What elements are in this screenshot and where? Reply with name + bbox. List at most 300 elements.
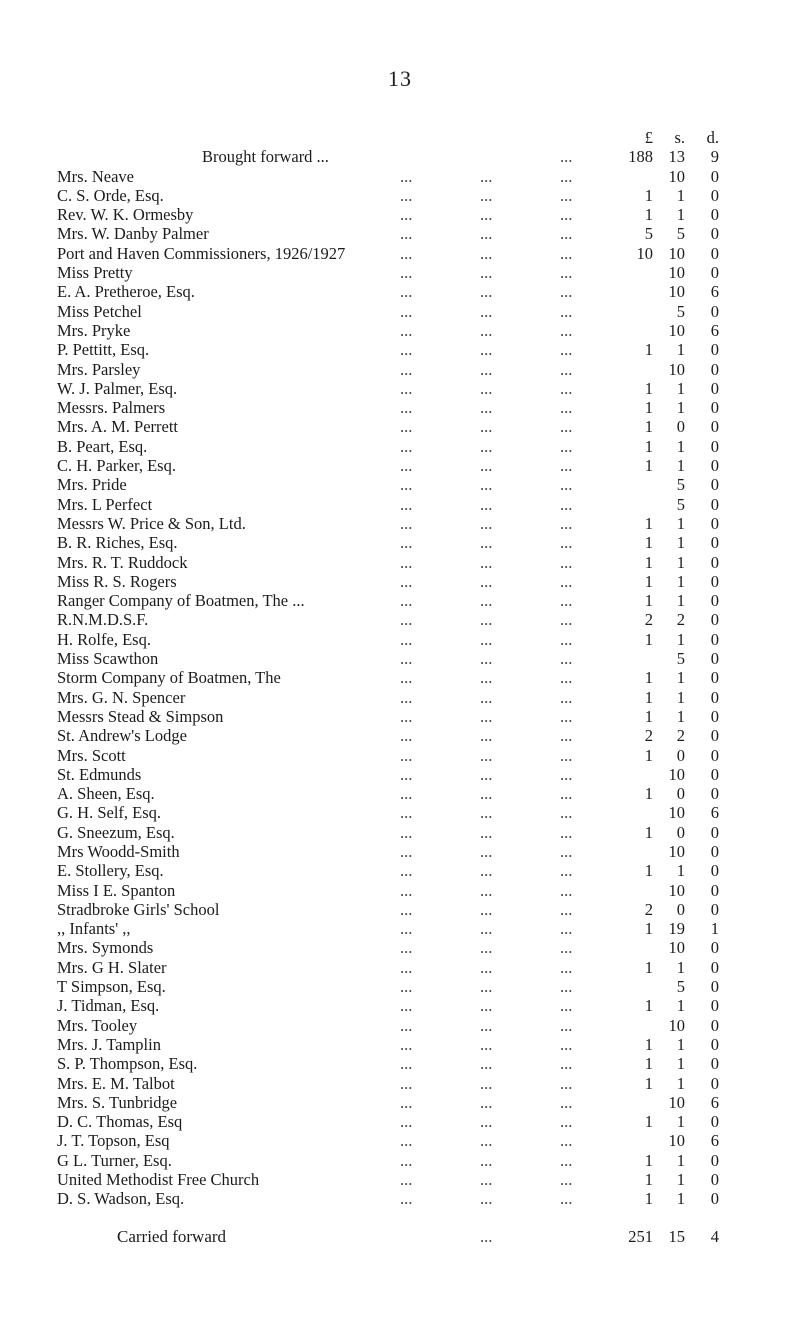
pounds-value: 2 — [644, 899, 653, 919]
leader-dots: ... — [560, 919, 573, 939]
pounds-value: 1 — [644, 378, 653, 398]
pence-value: 0 — [710, 513, 719, 533]
leader-dots: ... — [400, 513, 413, 533]
donor-name: D. S. Wadson, Esq. — [57, 1189, 185, 1209]
shillings-value: 0 — [676, 417, 685, 437]
shillings-value: 10 — [668, 166, 685, 186]
pounds-value: 1 — [644, 436, 653, 456]
leader-dots: ... — [480, 359, 493, 379]
leader-dots: ... — [480, 1034, 493, 1054]
donor-name: Miss Scawthon — [57, 649, 159, 669]
leader-dots: ... — [480, 1112, 493, 1132]
leader-dots: ... — [560, 263, 573, 283]
pounds-value: 1 — [644, 417, 653, 437]
leader-dots: ... — [560, 147, 573, 167]
pounds-value: 1 — [644, 629, 653, 649]
pence-value: 0 — [710, 784, 719, 804]
ledger-row — [57, 977, 747, 996]
leader-dots: ... — [560, 436, 573, 456]
leader-dots: ... — [400, 533, 413, 553]
leader-dots: ... — [480, 301, 493, 321]
shillings-value: 1 — [676, 1112, 685, 1132]
pence-value: 0 — [710, 1150, 719, 1170]
leader-dots: ... — [480, 533, 493, 553]
pence-value: 0 — [710, 243, 719, 263]
pence-value: 0 — [710, 205, 719, 225]
pence-value: 0 — [710, 629, 719, 649]
leader-dots: ... — [400, 649, 413, 669]
shillings-value: 1 — [676, 340, 685, 360]
pence-value: 0 — [710, 301, 719, 321]
pence-value: 6 — [710, 1092, 719, 1112]
leader-dots: ... — [400, 899, 413, 919]
pence-value: 0 — [710, 263, 719, 283]
leader-dots: ... — [480, 224, 493, 244]
pence-value: 6 — [710, 282, 719, 302]
leader-dots: ... — [560, 1150, 573, 1170]
shillings-value: 10 — [668, 880, 685, 900]
leader-dots: ... — [560, 591, 573, 611]
pence-value: 0 — [710, 957, 719, 977]
donor-name: Miss I E. Spanton — [57, 880, 176, 900]
donor-name: Messrs W. Price & Son, Ltd. — [57, 513, 246, 533]
leader-dots: ... — [560, 977, 573, 997]
leader-dots: ... — [560, 899, 573, 919]
donor-name: G. Sneezum, Esq. — [57, 822, 175, 842]
leader-dots: ... — [400, 1092, 413, 1112]
leader-dots: ... — [480, 340, 493, 360]
pence-value: 0 — [710, 687, 719, 707]
ledger-row — [57, 1035, 747, 1054]
leader-dots: ... — [400, 1034, 413, 1054]
pence-value: 0 — [710, 668, 719, 688]
donor-name: Mrs. Pride — [57, 475, 127, 495]
pence-value: 0 — [710, 359, 719, 379]
leader-dots: ... — [560, 185, 573, 205]
leader-dots: ... — [400, 263, 413, 283]
pence-value: 0 — [710, 224, 719, 244]
ledger-row — [57, 302, 747, 321]
shillings-value: 10 — [668, 1131, 685, 1151]
shillings-value: 10 — [668, 263, 685, 283]
shillings-value: 1 — [676, 185, 685, 205]
shillings-value: 5 — [676, 649, 685, 669]
donor-name: Mrs. R. T. Ruddock — [57, 552, 188, 572]
leader-dots: ... — [560, 841, 573, 861]
shillings-value: 5 — [676, 301, 685, 321]
leader-dots: ... — [400, 205, 413, 225]
donor-name: Miss Petchel — [57, 301, 142, 321]
leader-dots: ... — [560, 1034, 573, 1054]
leader-dots: ... — [400, 880, 413, 900]
leader-dots: ... — [560, 475, 573, 495]
pounds-value: 2 — [644, 726, 653, 746]
pounds-value: 1 — [644, 340, 653, 360]
donor-name: Miss R. S. Rogers — [57, 571, 177, 591]
ledger-row — [57, 958, 747, 977]
leader-dots: ... — [480, 764, 493, 784]
donor-name: D. C. Thomas, Esq — [57, 1112, 183, 1132]
leader-dots: ... — [560, 340, 573, 360]
shillings-value: 1 — [676, 668, 685, 688]
leader-dots: ... — [400, 977, 413, 997]
pence-value: 0 — [710, 340, 719, 360]
pence-value: 9 — [710, 147, 719, 167]
ledger-row — [57, 803, 747, 822]
leader-dots: ... — [560, 880, 573, 900]
leader-dots: ... — [400, 591, 413, 611]
donor-name: United Methodist Free Church — [57, 1170, 260, 1190]
pence-value: 4 — [710, 1226, 719, 1246]
pounds-value: 1 — [644, 919, 653, 939]
shillings-value: 1 — [676, 456, 685, 476]
pounds-value: 5 — [644, 224, 653, 244]
leader-dots: ... — [480, 513, 493, 533]
leader-dots: ... — [480, 552, 493, 572]
leader-dots: ... — [400, 475, 413, 495]
pence-value: 0 — [710, 1054, 719, 1074]
leader-dots: ... — [480, 417, 493, 437]
shillings-value: 1 — [676, 1054, 685, 1074]
pence-value: 0 — [710, 1073, 719, 1093]
shillings-value: 2 — [676, 610, 685, 630]
leader-dots: ... — [400, 282, 413, 302]
leader-dots: ... — [560, 803, 573, 823]
shillings-value: 10 — [668, 320, 685, 340]
donor-name: Mrs. A. M. Perrett — [57, 417, 178, 437]
subscription-ledger — [57, 128, 747, 1246]
shillings-value: 1 — [676, 398, 685, 418]
leader-dots: ... — [480, 977, 493, 997]
carried-forward-row — [57, 1227, 747, 1246]
shillings-value: 1 — [676, 1189, 685, 1209]
leader-dots: ... — [480, 1092, 493, 1112]
leader-dots: ... — [400, 1054, 413, 1074]
shillings-value: 10 — [668, 803, 685, 823]
leader-dots: ... — [480, 320, 493, 340]
pence-value: 0 — [710, 475, 719, 495]
leader-dots: ... — [480, 610, 493, 630]
ledger-row — [57, 437, 747, 456]
leader-dots: ... — [480, 243, 493, 263]
pence-value: 0 — [710, 764, 719, 784]
leader-dots: ... — [400, 1189, 413, 1209]
leader-dots: ... — [480, 880, 493, 900]
donor-name: Ranger Company of Boatmen, The ... — [57, 591, 305, 611]
leader-dots: ... — [560, 1015, 573, 1035]
pence-value: 0 — [710, 417, 719, 437]
leader-dots: ... — [400, 1015, 413, 1035]
shillings-value: 1 — [676, 205, 685, 225]
ledger-row — [57, 996, 747, 1015]
leader-dots: ... — [400, 243, 413, 263]
pounds-value: 1 — [644, 745, 653, 765]
currency-header-row — [57, 128, 747, 147]
pounds-value: 1 — [644, 1073, 653, 1093]
leader-dots: ... — [560, 1189, 573, 1209]
leader-dots: ... — [560, 533, 573, 553]
shillings-value: 10 — [668, 764, 685, 784]
leader-dots: ... — [400, 706, 413, 726]
donor-name: W. J. Palmer, Esq. — [57, 378, 178, 398]
pence-value: 0 — [710, 1112, 719, 1132]
donor-name: Mrs Woodd-Smith — [57, 841, 180, 861]
pence-value: 0 — [710, 610, 719, 630]
leader-dots: ... — [560, 552, 573, 572]
shillings-value: 10 — [668, 1015, 685, 1035]
pence-value: 0 — [710, 398, 719, 418]
donor-name: J. T. Topson, Esq — [57, 1131, 170, 1151]
shillings-value: 0 — [676, 822, 685, 842]
leader-dots: ... — [480, 803, 493, 823]
donor-name: S. P. Thompson, Esq. — [57, 1054, 198, 1074]
ledger-row — [57, 1074, 747, 1093]
leader-dots: ... — [400, 571, 413, 591]
donor-name: Mrs. Scott — [57, 745, 126, 765]
shillings-value: 10 — [668, 841, 685, 861]
leader-dots: ... — [480, 263, 493, 283]
donor-name: R.N.M.D.S.F. — [57, 610, 149, 630]
leader-dots: ... — [560, 513, 573, 533]
ledger-row — [57, 688, 747, 707]
pence-value: 0 — [710, 436, 719, 456]
leader-dots: ... — [480, 1189, 493, 1209]
ledger-row — [57, 823, 747, 842]
leader-dots: ... — [400, 610, 413, 630]
leader-dots: ... — [400, 456, 413, 476]
ledger-row — [57, 514, 747, 533]
leader-dots: ... — [560, 1073, 573, 1093]
leader-dots: ... — [560, 938, 573, 958]
leader-dots: ... — [560, 398, 573, 418]
leader-dots: ... — [560, 1112, 573, 1132]
leader-dots: ... — [560, 301, 573, 321]
ledger-row — [57, 707, 747, 726]
shillings-value: 1 — [676, 687, 685, 707]
donor-name: E. Stollery, Esq. — [57, 861, 164, 881]
leader-dots: ... — [560, 861, 573, 881]
leader-dots: ... — [400, 1073, 413, 1093]
leader-dots: ... — [560, 166, 573, 186]
leader-dots: ... — [560, 706, 573, 726]
leader-dots: ... — [560, 629, 573, 649]
pence-value: 6 — [710, 803, 719, 823]
pounds-value: 1 — [644, 513, 653, 533]
donor-name: Mrs. S. Tunbridge — [57, 1092, 178, 1112]
leader-dots: ... — [560, 1131, 573, 1151]
leader-dots: ... — [400, 803, 413, 823]
donor-name: Mrs. Tooley — [57, 1015, 138, 1035]
leader-dots: ... — [480, 706, 493, 726]
pounds-value: 1 — [644, 822, 653, 842]
shillings-value: 1 — [676, 629, 685, 649]
leader-dots: ... — [400, 957, 413, 977]
shillings-value: 13 — [668, 147, 685, 167]
pence-header: d. — [706, 128, 719, 147]
pence-value: 0 — [710, 533, 719, 553]
donor-name: B. Peart, Esq. — [57, 436, 148, 456]
ledger-row — [57, 553, 747, 572]
ledger-row — [57, 282, 747, 301]
leader-dots: ... — [560, 359, 573, 379]
donor-name: Mrs. G. N. Spencer — [57, 687, 186, 707]
donor-name: P. Pettitt, Esq. — [57, 340, 150, 360]
ledger-row — [57, 784, 747, 803]
leader-dots: ... — [480, 996, 493, 1016]
shillings-value: 1 — [676, 591, 685, 611]
leader-dots: ... — [480, 649, 493, 669]
leader-dots: ... — [400, 996, 413, 1016]
leader-dots: ... — [400, 378, 413, 398]
donor-name: St. Andrew's Lodge — [57, 726, 187, 746]
pence-value: 0 — [710, 1170, 719, 1190]
shillings-value: 15 — [668, 1226, 685, 1246]
shillings-value: 1 — [676, 1034, 685, 1054]
leader-dots: ... — [480, 957, 493, 977]
ledger-row — [57, 938, 747, 957]
leader-dots: ... — [400, 340, 413, 360]
ledger-row — [57, 360, 747, 379]
leader-dots: ... — [560, 764, 573, 784]
leader-dots: ... — [480, 861, 493, 881]
donor-name: C. S. Orde, Esq. — [57, 185, 164, 205]
leader-dots: ... — [400, 320, 413, 340]
ledger-row — [57, 630, 747, 649]
pence-value: 1 — [710, 919, 719, 939]
pounds-header: £ — [644, 128, 653, 147]
leader-dots: ... — [400, 822, 413, 842]
pounds-value: 1 — [644, 1034, 653, 1054]
shillings-value: 1 — [676, 861, 685, 881]
shillings-value: 10 — [668, 282, 685, 302]
ledger-row — [57, 668, 747, 687]
pence-value: 0 — [710, 938, 719, 958]
leader-dots: ... — [480, 398, 493, 418]
donor-name: Mrs. L Perfect — [57, 494, 153, 514]
shillings-value: 0 — [676, 899, 685, 919]
leader-dots: ... — [480, 919, 493, 939]
pounds-value: 1 — [644, 1189, 653, 1209]
ledger-row — [57, 186, 747, 205]
leader-dots: ... — [560, 320, 573, 340]
pence-value: 0 — [710, 571, 719, 591]
ledger-row — [57, 340, 747, 359]
pounds-value: 1 — [644, 456, 653, 476]
ledger-row — [57, 1093, 747, 1112]
ledger-row — [57, 649, 747, 668]
ledger-row — [57, 263, 747, 282]
shillings-value: 2 — [676, 726, 685, 746]
carried-forward-label: Carried forward — [117, 1226, 227, 1246]
pence-value: 0 — [710, 1015, 719, 1035]
pence-value: 0 — [710, 1034, 719, 1054]
ledger-row — [57, 167, 747, 186]
leader-dots: ... — [400, 494, 413, 514]
leader-dots: ... — [400, 861, 413, 881]
pounds-value: 1 — [644, 706, 653, 726]
leader-dots: ... — [480, 282, 493, 302]
leader-dots: ... — [560, 957, 573, 977]
leader-dots: ... — [400, 301, 413, 321]
pence-value: 0 — [710, 649, 719, 669]
shillings-value: 1 — [676, 571, 685, 591]
leader-dots: ... — [560, 668, 573, 688]
ledger-row — [57, 726, 747, 745]
pounds-value: 2 — [644, 610, 653, 630]
leader-dots: ... — [560, 282, 573, 302]
brought-forward-label: Brought forward ... — [202, 147, 329, 167]
leader-dots: ... — [480, 1226, 493, 1246]
pounds-value: 1 — [644, 957, 653, 977]
donor-name: Miss Pretty — [57, 263, 133, 283]
ledger-row — [57, 456, 747, 475]
leader-dots: ... — [560, 494, 573, 514]
donor-name: A. Sheen, Esq. — [57, 784, 155, 804]
leader-dots: ... — [560, 205, 573, 225]
leader-dots: ... — [560, 726, 573, 746]
ledger-row — [57, 591, 747, 610]
ledger-row — [57, 900, 747, 919]
ledger-row — [57, 417, 747, 436]
leader-dots: ... — [560, 1092, 573, 1112]
pence-value: 0 — [710, 378, 719, 398]
ledger-row — [57, 610, 747, 629]
pence-value: 0 — [710, 166, 719, 186]
shillings-value: 1 — [676, 436, 685, 456]
donor-name: B. R. Riches, Esq. — [57, 533, 178, 553]
pence-value: 0 — [710, 996, 719, 1016]
leader-dots: ... — [480, 745, 493, 765]
page-number: 13 — [388, 66, 412, 91]
leader-dots: ... — [400, 938, 413, 958]
leader-dots: ... — [560, 1170, 573, 1190]
ledger-row — [57, 1054, 747, 1073]
leader-dots: ... — [400, 398, 413, 418]
shillings-value: 10 — [668, 938, 685, 958]
shillings-value: 1 — [676, 957, 685, 977]
pounds-value: 1 — [644, 687, 653, 707]
shillings-value: 1 — [676, 533, 685, 553]
leader-dots: ... — [400, 185, 413, 205]
leader-dots: ... — [480, 1170, 493, 1190]
pounds-value: 1 — [644, 1170, 653, 1190]
shillings-value: 1 — [676, 1150, 685, 1170]
pounds-value: 1 — [644, 784, 653, 804]
leader-dots: ... — [400, 552, 413, 572]
pounds-value: 1 — [644, 668, 653, 688]
pounds-value: 1 — [644, 398, 653, 418]
shillings-value: 0 — [676, 745, 685, 765]
leader-dots: ... — [560, 224, 573, 244]
leader-dots: ... — [400, 764, 413, 784]
shillings-value: 19 — [668, 919, 685, 939]
donor-name: T Simpson, Esq. — [57, 977, 166, 997]
pence-value: 0 — [710, 706, 719, 726]
leader-dots: ... — [480, 1131, 493, 1151]
donor-name: St. Edmunds — [57, 764, 142, 784]
shillings-value: 1 — [676, 706, 685, 726]
donor-name: Mrs. G H. Slater — [57, 957, 167, 977]
pounds-value: 1 — [644, 996, 653, 1016]
leader-dots: ... — [400, 919, 413, 939]
donor-name: Messrs Stead & Simpson — [57, 706, 224, 726]
donor-name: E. A. Pretheroe, Esq. — [57, 282, 195, 302]
donor-name: Messrs. Palmers — [57, 398, 166, 418]
leader-dots: ... — [480, 494, 493, 514]
donor-name: G L. Turner, Esq. — [57, 1150, 172, 1170]
donor-name: Stradbroke Girls' School — [57, 899, 220, 919]
shillings-value: 1 — [676, 1073, 685, 1093]
